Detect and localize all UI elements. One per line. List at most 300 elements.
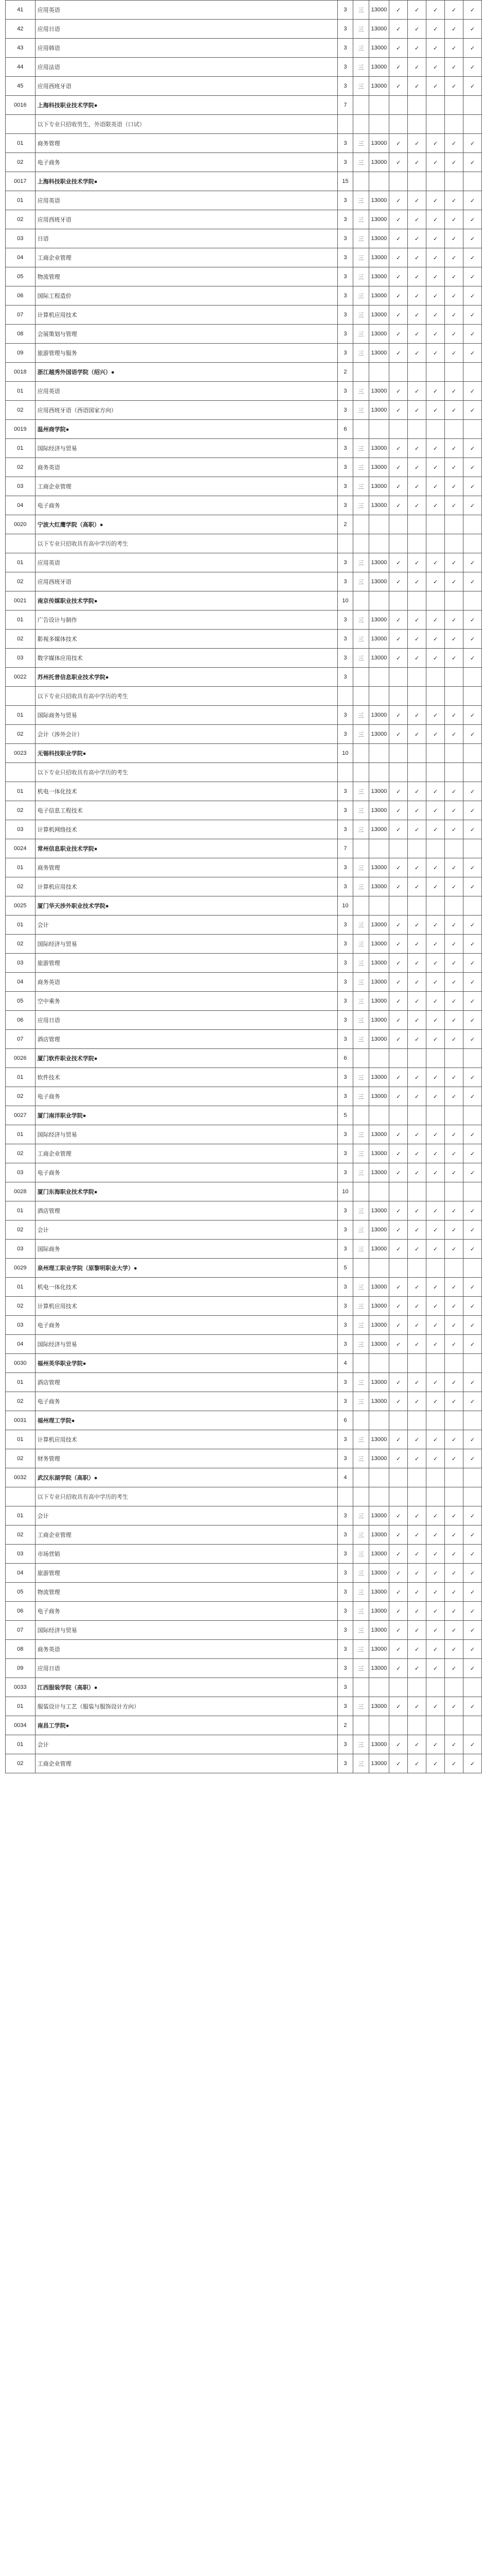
term-cell: 三	[353, 572, 369, 591]
check-cell: ✓	[426, 1449, 445, 1468]
check-cell: ✓	[426, 191, 445, 210]
check-cell	[389, 1106, 408, 1125]
check-cell	[445, 896, 463, 916]
check-cell: ✓	[426, 344, 445, 363]
check-cell: ✓	[463, 1297, 482, 1316]
check-cell	[445, 420, 463, 439]
check-cell	[463, 1716, 482, 1735]
fee-cell: 13000	[369, 630, 389, 649]
name-cell: 国际商务	[35, 1240, 337, 1259]
check-cell: ✓	[426, 1506, 445, 1526]
term-cell: 三	[353, 39, 369, 58]
term-cell: 三	[353, 1526, 369, 1545]
code-cell: 04	[6, 973, 36, 992]
fee-cell	[369, 1049, 389, 1068]
major-row	[6, 725, 482, 744]
term-cell: 三	[353, 153, 369, 172]
check-cell: ✓	[426, 1087, 445, 1106]
code-cell: 07	[6, 1030, 36, 1049]
fee-cell: 13000	[369, 801, 389, 820]
code-cell: 0016	[6, 96, 36, 115]
check-cell	[445, 744, 463, 763]
plan-cell: 3	[337, 496, 353, 515]
check-cell: ✓	[426, 39, 445, 58]
check-cell: ✓	[463, 229, 482, 248]
major-row	[6, 1144, 482, 1163]
check-cell: ✓	[445, 1316, 463, 1335]
plan-cell: 3	[337, 382, 353, 401]
fee-cell: 13000	[369, 248, 389, 267]
name-cell: 温州商学院●	[35, 420, 337, 439]
name-cell: 日语	[35, 229, 337, 248]
plan-cell: 3	[337, 725, 353, 744]
check-cell: ✓	[445, 1506, 463, 1526]
plan-cell	[337, 1487, 353, 1506]
check-cell: ✓	[463, 706, 482, 725]
check-cell: ✓	[445, 801, 463, 820]
name-cell: 电子商务	[35, 153, 337, 172]
code-cell: 03	[6, 954, 36, 973]
check-cell: ✓	[463, 210, 482, 229]
check-cell	[445, 363, 463, 382]
check-cell: ✓	[463, 77, 482, 96]
check-cell	[445, 1487, 463, 1506]
plan-cell: 4	[337, 1468, 353, 1487]
fee-cell: 13000	[369, 1335, 389, 1354]
check-cell: ✓	[463, 1564, 482, 1583]
check-cell	[408, 744, 426, 763]
check-cell	[445, 1678, 463, 1697]
check-cell: ✓	[463, 649, 482, 668]
check-cell: ✓	[389, 286, 408, 306]
section-header-row	[6, 363, 482, 382]
check-cell: ✓	[408, 1640, 426, 1659]
name-cell: 苏州托普信息职业技术学院●	[35, 668, 337, 687]
name-cell: 计算机应用技术	[35, 306, 337, 325]
code-cell: 03	[6, 1163, 36, 1182]
plan-cell: 6	[337, 1049, 353, 1068]
plan-cell: 2	[337, 515, 353, 534]
term-cell: 三	[353, 77, 369, 96]
term-cell: 三	[353, 496, 369, 515]
section-header-row	[6, 515, 482, 534]
fee-cell	[369, 1411, 389, 1430]
term-cell	[353, 896, 369, 916]
fee-cell: 13000	[369, 1373, 389, 1392]
fee-cell: 13000	[369, 1011, 389, 1030]
fee-cell: 13000	[369, 1583, 389, 1602]
fee-cell: 13000	[369, 1163, 389, 1182]
check-cell: ✓	[408, 1526, 426, 1545]
plan-cell: 3	[337, 916, 353, 935]
check-cell	[408, 1354, 426, 1373]
check-cell: ✓	[389, 210, 408, 229]
check-cell: ✓	[445, 1449, 463, 1468]
code-cell: 45	[6, 77, 36, 96]
plan-cell: 3	[337, 1583, 353, 1602]
check-cell	[426, 1468, 445, 1487]
plan-cell: 3	[337, 1449, 353, 1468]
check-cell: ✓	[408, 458, 426, 477]
name-cell: 旅游管理与服务	[35, 344, 337, 363]
name-cell: 软件技术	[35, 1068, 337, 1087]
fee-cell: 13000	[369, 439, 389, 458]
check-cell: ✓	[463, 267, 482, 286]
term-cell: 三	[353, 1278, 369, 1297]
fee-cell	[369, 1487, 389, 1506]
check-cell: ✓	[445, 1602, 463, 1621]
fee-cell: 13000	[369, 191, 389, 210]
check-cell: ✓	[408, 1201, 426, 1221]
name-cell: 物流管理	[35, 267, 337, 286]
check-cell: ✓	[445, 1221, 463, 1240]
term-cell: 三	[353, 1011, 369, 1030]
plan-cell: 7	[337, 96, 353, 115]
check-cell: ✓	[426, 877, 445, 896]
check-cell	[389, 896, 408, 916]
plan-cell: 3	[337, 1602, 353, 1621]
check-cell: ✓	[445, 134, 463, 153]
check-cell: ✓	[463, 1430, 482, 1449]
check-cell: ✓	[463, 39, 482, 58]
check-cell: ✓	[463, 20, 482, 39]
check-cell: ✓	[408, 1, 426, 20]
name-cell: 以下专业只招收具有高中学历的考生	[35, 763, 337, 782]
check-cell	[445, 1354, 463, 1373]
plan-cell	[337, 763, 353, 782]
code-cell: 01	[6, 1506, 36, 1526]
name-cell: 会计	[35, 1506, 337, 1526]
check-cell: ✓	[389, 20, 408, 39]
term-cell: 三	[353, 1201, 369, 1221]
check-cell: ✓	[389, 1506, 408, 1526]
major-row	[6, 611, 482, 630]
fee-cell: 13000	[369, 1087, 389, 1106]
check-cell	[389, 1354, 408, 1373]
plan-cell: 3	[337, 973, 353, 992]
major-row	[6, 1430, 482, 1449]
major-row	[6, 1087, 482, 1106]
check-cell: ✓	[408, 992, 426, 1011]
section-header-row	[6, 96, 482, 115]
term-cell: 三	[353, 1335, 369, 1354]
check-cell: ✓	[463, 630, 482, 649]
check-cell: ✓	[408, 801, 426, 820]
term-cell	[353, 687, 369, 706]
code-cell: 02	[6, 1449, 36, 1468]
code-cell: 06	[6, 1011, 36, 1030]
check-cell: ✓	[408, 1144, 426, 1163]
check-cell	[463, 744, 482, 763]
plan-cell: 5	[337, 1106, 353, 1125]
term-cell: 三	[353, 1221, 369, 1240]
check-cell: ✓	[426, 1316, 445, 1335]
check-cell: ✓	[389, 1526, 408, 1545]
fee-cell: 13000	[369, 1392, 389, 1411]
check-cell: ✓	[463, 1, 482, 20]
term-cell: 三	[353, 1144, 369, 1163]
name-cell: 应用英语	[35, 191, 337, 210]
term-cell: 三	[353, 1392, 369, 1411]
term-cell	[353, 534, 369, 553]
check-cell: ✓	[408, 401, 426, 420]
check-cell	[426, 763, 445, 782]
name-cell: 以下专业只招收男生，外语限英语（口试）	[35, 115, 337, 134]
check-cell: ✓	[408, 553, 426, 572]
section-header-row	[6, 1106, 482, 1125]
term-cell: 三	[353, 1163, 369, 1182]
plan-cell: 3	[337, 134, 353, 153]
plan-cell: 3	[337, 1125, 353, 1144]
check-cell: ✓	[389, 477, 408, 496]
check-cell: ✓	[408, 1564, 426, 1583]
check-cell: ✓	[426, 153, 445, 172]
check-cell	[408, 363, 426, 382]
check-cell: ✓	[389, 1449, 408, 1468]
check-cell: ✓	[426, 820, 445, 839]
check-cell: ✓	[463, 325, 482, 344]
check-cell: ✓	[445, 649, 463, 668]
check-cell: ✓	[463, 439, 482, 458]
check-cell: ✓	[426, 1201, 445, 1221]
name-cell: 旅游管理	[35, 1564, 337, 1583]
check-cell: ✓	[445, 572, 463, 591]
fee-cell: 13000	[369, 20, 389, 39]
fee-cell	[369, 534, 389, 553]
name-cell: 商务英语	[35, 458, 337, 477]
check-cell: ✓	[426, 1278, 445, 1297]
name-cell: 计算机应用技术	[35, 1297, 337, 1316]
section-header-row	[6, 1259, 482, 1278]
fee-cell: 13000	[369, 706, 389, 725]
term-cell	[353, 420, 369, 439]
check-cell: ✓	[426, 725, 445, 744]
code-cell: 03	[6, 229, 36, 248]
check-cell: ✓	[389, 39, 408, 58]
fee-cell	[369, 515, 389, 534]
check-cell: ✓	[408, 306, 426, 325]
plan-cell: 3	[337, 20, 353, 39]
major-row	[6, 820, 482, 839]
major-row	[6, 877, 482, 896]
name-cell: 财务管理	[35, 1449, 337, 1468]
code-cell: 01	[6, 382, 36, 401]
section-header-row	[6, 1049, 482, 1068]
check-cell: ✓	[445, 1125, 463, 1144]
section-header-row	[6, 1716, 482, 1735]
code-cell: 01	[6, 782, 36, 801]
check-cell	[463, 1468, 482, 1487]
name-cell: 计算机网络技术	[35, 820, 337, 839]
check-cell: ✓	[389, 1335, 408, 1354]
term-cell	[353, 668, 369, 687]
check-cell	[445, 668, 463, 687]
check-cell: ✓	[463, 382, 482, 401]
check-cell: ✓	[463, 1735, 482, 1754]
term-cell	[353, 744, 369, 763]
check-cell: ✓	[426, 1240, 445, 1259]
major-row	[6, 496, 482, 515]
term-cell: 三	[353, 935, 369, 954]
code-cell: 02	[6, 725, 36, 744]
plan-cell: 4	[337, 1354, 353, 1373]
check-cell: ✓	[463, 1087, 482, 1106]
check-cell: ✓	[445, 58, 463, 77]
check-cell	[408, 1487, 426, 1506]
plan-cell: 3	[337, 191, 353, 210]
check-cell: ✓	[445, 1545, 463, 1564]
name-cell: 电子商务	[35, 1163, 337, 1182]
fee-cell: 13000	[369, 992, 389, 1011]
check-cell: ✓	[389, 916, 408, 935]
check-cell: ✓	[445, 954, 463, 973]
fee-cell: 13000	[369, 1030, 389, 1049]
check-cell: ✓	[445, 1201, 463, 1221]
check-cell: ✓	[389, 1144, 408, 1163]
check-cell: ✓	[389, 1659, 408, 1678]
code-cell: 06	[6, 1602, 36, 1621]
check-cell: ✓	[389, 191, 408, 210]
code-cell: 0029	[6, 1259, 36, 1278]
fee-cell: 13000	[369, 1430, 389, 1449]
check-cell	[463, 363, 482, 382]
term-cell	[353, 1049, 369, 1068]
check-cell	[445, 1716, 463, 1735]
code-cell: 0028	[6, 1182, 36, 1201]
check-cell: ✓	[408, 344, 426, 363]
term-cell: 三	[353, 801, 369, 820]
fee-cell: 13000	[369, 858, 389, 877]
check-cell: ✓	[445, 725, 463, 744]
check-cell: ✓	[389, 553, 408, 572]
code-cell: 03	[6, 649, 36, 668]
name-cell: 江西服装学院（高职）●	[35, 1678, 337, 1697]
term-cell: 三	[353, 1659, 369, 1678]
check-cell: ✓	[445, 1392, 463, 1411]
check-cell	[389, 96, 408, 115]
code-cell: 01	[6, 134, 36, 153]
major-row	[6, 1640, 482, 1659]
check-cell: ✓	[408, 325, 426, 344]
major-row	[6, 916, 482, 935]
section-header-row	[6, 591, 482, 611]
check-cell: ✓	[408, 1392, 426, 1411]
term-cell: 三	[353, 1316, 369, 1335]
enrollment-table	[5, 0, 482, 1773]
name-cell: 电子商务	[35, 1087, 337, 1106]
check-cell	[408, 763, 426, 782]
fee-cell: 13000	[369, 210, 389, 229]
name-cell: 以下专业只招收具有高中学历的考生	[35, 1487, 337, 1506]
check-cell	[389, 1678, 408, 1697]
check-cell: ✓	[389, 267, 408, 286]
check-cell: ✓	[389, 401, 408, 420]
term-cell: 三	[353, 286, 369, 306]
section-header-row	[6, 1182, 482, 1201]
code-cell	[6, 115, 36, 134]
code-cell: 01	[6, 1201, 36, 1221]
check-cell: ✓	[426, 858, 445, 877]
fee-cell	[369, 172, 389, 191]
check-cell	[445, 115, 463, 134]
section-header-row	[6, 839, 482, 858]
check-cell: ✓	[463, 954, 482, 973]
term-cell: 三	[353, 858, 369, 877]
name-cell: 应用日语	[35, 1659, 337, 1678]
major-row	[6, 1602, 482, 1621]
code-cell: 01	[6, 916, 36, 935]
check-cell	[408, 1411, 426, 1430]
check-cell: ✓	[463, 553, 482, 572]
term-cell: 三	[353, 401, 369, 420]
check-cell: ✓	[408, 1697, 426, 1716]
term-cell: 三	[353, 477, 369, 496]
plan-cell: 3	[337, 1506, 353, 1526]
check-cell: ✓	[445, 153, 463, 172]
plan-cell: 3	[337, 820, 353, 839]
fee-cell: 13000	[369, 935, 389, 954]
major-row	[6, 248, 482, 267]
check-cell	[463, 515, 482, 534]
name-cell: 应用韩语	[35, 39, 337, 58]
check-cell: ✓	[426, 267, 445, 286]
plan-cell: 3	[337, 1430, 353, 1449]
major-row	[6, 325, 482, 344]
major-row	[6, 1297, 482, 1316]
check-cell: ✓	[463, 1449, 482, 1468]
name-cell: 市场营销	[35, 1545, 337, 1564]
code-cell: 0027	[6, 1106, 36, 1125]
name-cell: 酒店管理	[35, 1201, 337, 1221]
name-cell: 应用西班牙语（西语国家方向）	[35, 401, 337, 420]
check-cell: ✓	[463, 344, 482, 363]
code-cell: 02	[6, 935, 36, 954]
code-cell	[6, 1487, 36, 1506]
code-cell: 03	[6, 1240, 36, 1259]
major-row	[6, 191, 482, 210]
check-cell	[445, 763, 463, 782]
code-cell: 0034	[6, 1716, 36, 1735]
check-cell: ✓	[445, 553, 463, 572]
plan-cell: 3	[337, 306, 353, 325]
term-cell: 三	[353, 382, 369, 401]
major-row	[6, 1506, 482, 1526]
check-cell	[426, 668, 445, 687]
plan-cell: 3	[337, 344, 353, 363]
check-cell: ✓	[445, 916, 463, 935]
check-cell: ✓	[408, 39, 426, 58]
check-cell: ✓	[463, 134, 482, 153]
section-header-row	[6, 1411, 482, 1430]
check-cell: ✓	[408, 191, 426, 210]
check-cell: ✓	[445, 706, 463, 725]
check-cell	[463, 668, 482, 687]
check-cell: ✓	[426, 1430, 445, 1449]
check-cell: ✓	[463, 401, 482, 420]
code-cell: 02	[6, 210, 36, 229]
name-cell: 计算机应用技术	[35, 877, 337, 896]
code-cell: 0018	[6, 363, 36, 382]
plan-cell: 3	[337, 1011, 353, 1030]
check-cell: ✓	[426, 1564, 445, 1583]
term-cell: 三	[353, 877, 369, 896]
code-cell: 0024	[6, 839, 36, 858]
check-cell: ✓	[408, 229, 426, 248]
term-cell: 三	[353, 1030, 369, 1049]
term-cell: 三	[353, 1545, 369, 1564]
name-cell: 应用西班牙语	[35, 210, 337, 229]
check-cell: ✓	[463, 1316, 482, 1335]
